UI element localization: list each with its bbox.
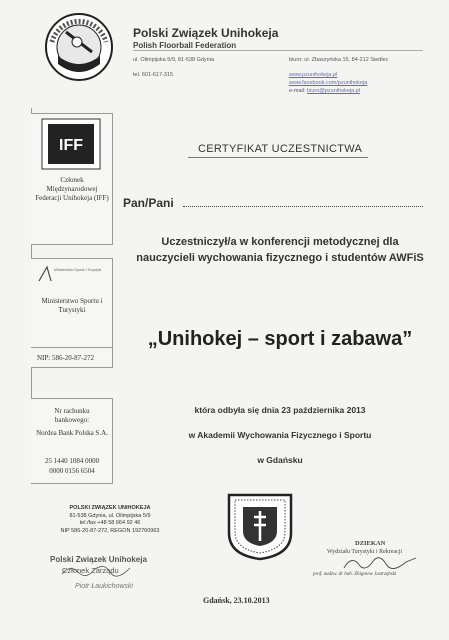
svg-text:IFF: IFF — [59, 137, 83, 154]
place-line-1: w Akademii Wychowania Fizycznego i Sportu — [188, 430, 372, 440]
certificate-title: CERTYFIKAT UCZESTNICTWA — [198, 143, 363, 155]
signature-name: Piotr Łaukichowski — [75, 583, 133, 590]
participation-line-1: Uczestniczył/a w konferencji metodycznej dla — [161, 236, 399, 248]
iff-member-text: Członek Międzynarodowej Federacji Unihokeja (IFF) — [35, 176, 109, 202]
title-underline — [188, 157, 368, 158]
email-link[interactable]: biuro@pzunihokeja.pl — [307, 88, 361, 94]
pan-pani-label: Pan/Pani — [123, 196, 174, 210]
header-divider — [133, 50, 423, 51]
org-name-en: Polish Floorball Federation — [133, 41, 237, 50]
office-address: biuro: ul. Zbaszyńska 15, 84-212 Siedlec — [289, 57, 389, 63]
address: ul. Olimpijska 5/9, 81-538 Gdynia — [133, 57, 215, 63]
floorball-federation-logo — [44, 12, 114, 82]
stamp-line-4: NIP 586-20-87-272, REGON 192760963 — [60, 527, 160, 534]
iff-logo — [41, 118, 101, 170]
ministry-text: Ministerstwo Sportu i Turystyki — [41, 297, 103, 314]
conference-title: „Unihokej – sport i zabawa” — [147, 328, 413, 350]
email-label: e-mail: — [289, 88, 306, 94]
signature-scribble — [60, 560, 150, 580]
stamp-line-1: POLSKI ZWIĄZEK UNIHOKEJA — [69, 505, 151, 511]
name-dotted-line — [183, 206, 423, 207]
facebook-link[interactable]: www.facebook.com/pzunihokeja — [289, 80, 368, 86]
company-stamp — [50, 505, 170, 535]
website-link[interactable]: www.pzunihokeja.pl — [289, 72, 338, 78]
ministry-box — [31, 258, 113, 368]
account-line-1: 25 1440 1084 0000 — [44, 457, 100, 465]
stamp-line-3: tel./fax +48 58 664 92 46 — [79, 520, 141, 526]
dean-name: prof. nadzw. dr hab. Zbigniew Jastrzębski — [313, 572, 397, 577]
nip: NIP: 586-20-87-272 — [37, 354, 94, 362]
dean-title: DZIEKAN — [355, 540, 386, 547]
place-line-2: w Gdańsku — [257, 455, 303, 465]
email-row — [289, 88, 360, 94]
bank-name: Nordea Bank Polska S.A. — [36, 429, 108, 437]
account-label: Nr rachunku bankowego: — [54, 407, 90, 424]
awfis-seal — [221, 489, 299, 561]
phone: tel. 601-617-315 — [133, 72, 174, 78]
signature-role: Członek Zarządu — [62, 566, 119, 575]
ministry-logo-text: Ministerstwo Sportu i Turystyki — [54, 268, 102, 272]
iff-box — [31, 113, 113, 245]
date-line: która odbyła się dnia 23 października 2013 — [194, 405, 366, 415]
signature-org: Polski Związek Unihokeja — [50, 555, 147, 564]
issue-date: Gdańsk, 23.10.2013 — [203, 596, 270, 605]
dean-dept: Wydziału Turystyki i Rekreacji — [327, 549, 403, 555]
ministry-divider — [31, 347, 112, 348]
org-name: Polski Związek Unihokeja — [133, 26, 279, 40]
bank-box — [31, 398, 113, 484]
account-line-2: 0000 0156 6504 — [49, 467, 95, 475]
participation-line-2: nauczycieli wychowania fizycznego i studentów AWFiS — [136, 252, 424, 264]
stamp-line-2: 81-538 Gdynia, ul. Olimpijska 5/9 — [69, 512, 151, 519]
dean-signature-scribble — [340, 552, 420, 574]
